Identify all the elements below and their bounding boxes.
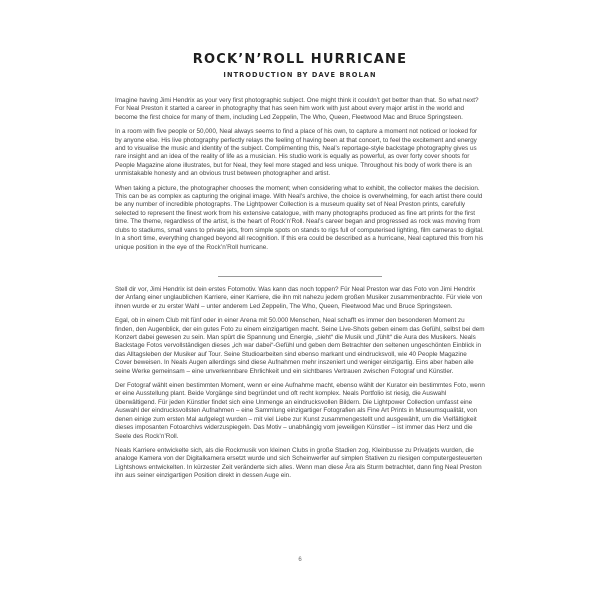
section-divider — [218, 276, 382, 277]
german-paragraph-3: Der Fotograf wählt einen bestimmten Moment, wenn er eine Aufnahme macht, ebenso wählt der Kurator ein bestimmtes Foto, wenn er eine Ausstellung plant. Beide Vorgänge sind begründet und oft recht komplex. Neals Portfolio ist riesig, die Auswahl überwältigend. Für jeden Künstler findet sich eine Unmenge an eindrucksvollen Bildern. Die Lightpower Collection umfasst eine Auswahl der eindrucksvollsten Aufnahmen – eine Sammlung einzigartiger Fotografien als Fine Art Prints in Museumsqualität, von denen einige zum ersten Mal aufgelegt wurden – mit viel Liebe zur Kunst zusammengestellt und ausgewählt, um die Vielfältigkeit dieses imposanten Fotoarchivs widerzuspiegeln. Das Motiv – unabhängig vom jeweiligen Künstler – ist immer das Herz und die Seele des Rock’n’Roll. — [115, 382, 485, 440]
english-paragraph-1: Imagine having Jimi Hendrix as your very first photographic subject. One might think it couldn’t get better than that. So what next? For Neal Preston it started a career in photography that has seen him work with just about every major artist in the world and become the first choice for many of them, including Led Zeppelin, The Who, Queen, Fleetwood Mac and Bruce Springsteen. — [115, 97, 479, 121]
english-paragraph-3: When taking a picture, the photographer chooses the moment; when considering what to exhibit, the collector makes the decision. This can be as complex as capturing the original image. With Neal’s archive, the choice is overwhelming, for each artist there could be any number of incredible photographs. The Lightpower Collection is a museum quality set of Neal Preston prints, carefully selected to represent the finest work from his extensive catalogue, with many photographs produced as fine art prints for the first time. The theme, regardless of the artist, is the heart of Rock’n’Roll. Neal’s career began and progressed as rock was moving from clubs to stadiums, small vans to private jets, from simple spots on stands to rigs full of computerised lighting, film cameras to digital. In a short time, everything changed beyond all recognition. If this era could be described as a hurricane, Neal captured this from his unique position in the eye of the Rock’n’Roll hurricane. — [115, 184, 484, 251]
german-section — [115, 286, 485, 481]
german-paragraph-4: Neals Karriere entwickelte sich, als die Rockmusik von kleinen Clubs in große Stadien zog, Kleinbusse zu Privatjets wurden, die analoge Kamera von der Digitalkamera ersetzt wurde und sich Scheinwerfer auf simplen Stativen zu riesigen computergesteuerten Lightshows entwickelten. In kürzester Zeit veränderte sich alles. Wenn man diese Ära als Sturm betrachtet, dann fing Neal Preston ihn aus seiner einzigartigen Position direkt in dessen Auge ein. — [115, 446, 483, 480]
page-number: 6 — [298, 557, 302, 563]
german-paragraph-2: Egal, ob in einem Club mit fünf oder in einer Arena mit 50.000 Menschen, Neal schafft es immer den besonderen Moment zu finden, den Augenblick, der ein gutes Foto zu einem einzigartigen macht. Seine Live-Shots geben einem das Gefühl, selbst bei dem Konzert dabei gewesen zu sein. Man spürt die Spannung und Energie, „sieht“ die Musik und „fühlt“ die Aura des Musikers. Neals Backstage Fotos vervollständigen dieses „ich war dabei“-Gefühl und geben dem Betrachter den seltenen ungeschönten Einblick in das Alltagsleben der Musiker auf Tour. Seine Studioarbeiten sind ebenso markant und eindrucksvoll, wie 40 People Magazine Cover beweisen. In Neals Augen allerdings sind diese Aufnahmen mehr inszeniert und weniger einzigartig. Eins aber haben alle seine Werke gemeinsam – eine unverkennbare Ehrlichkeit und ein sichtbares Vertrauen zwischen Fotograf und Künstler. — [115, 317, 485, 375]
english-section — [115, 97, 485, 252]
page-subtitle: INTRODUCTION BY DAVE BROLAN — [223, 71, 377, 79]
german-paragraph-1: Stell dir vor, Jimi Hendrix ist dein erstes Fotomotiv. Was kann das noch toppen? Für Neal Preston war das Foto von Jimi Hendrix der Anfang einer unglaublichen Karriere, einer Karriere, die ihn mit nahezu jedem großen Musiker zusammenbrachte. Für viele von ihnen wurde er zu erster Wahl – unter anderem Led Zeppelin, The Who, Queen, Fleetwood Mac und Bruce Springsteen. — [115, 286, 483, 310]
english-paragraph-2: In a room with five people or 50,000, Neal always seems to find a place of his own, to capture a moment not noticed or looked for by anyone else. His live photography perfectly relays the feeling of having been at that concert, to feel the excitement and energy and to visualise the music and identity of the subject. Complimenting this, Neal’s reportage-style backstage photography gives us rare insight and an idea of the reality of life as a musician. His studio work is equally as powerful, as over forty cover shoots for People Magazine alone illustrates, but for Neal, they feel more staged and less unique. Throughout his body of work there is an unmistakable honesty and an obvious trust between photographer and artist. — [115, 128, 478, 178]
page-title: ROCK’N’ROLL HURRICANE — [192, 52, 408, 67]
